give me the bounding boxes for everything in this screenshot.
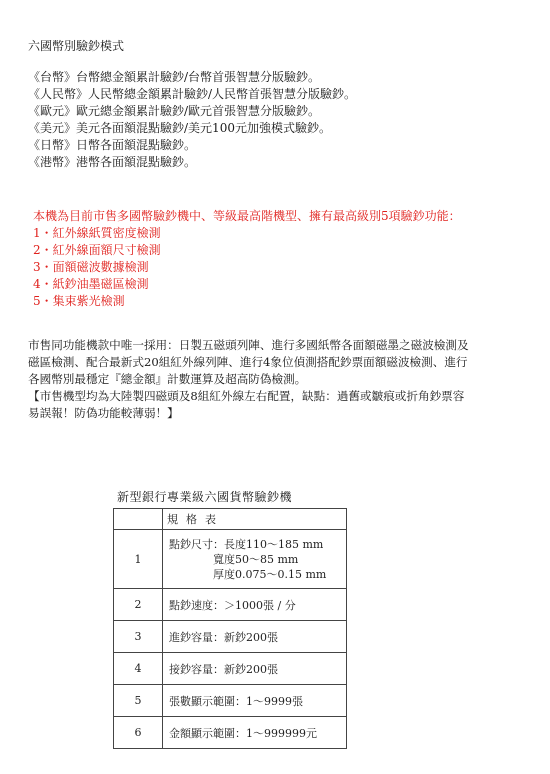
page-heading: 六國幣別驗鈔模式 <box>28 39 125 53</box>
spec-table <box>113 508 347 749</box>
description-line: 【市售機型均為大陸製四磁頭及8組紅外線左右配置，缺點：過舊或皺痕或折角鈔票容 <box>28 389 465 403</box>
mode-text: 歐元總金額累計驗鈔/歐元首張智慧分版驗鈔。 <box>76 104 321 118</box>
size-length: 長度110～185 mm <box>224 537 324 551</box>
spec-header-label: 規格表 <box>167 513 224 526</box>
mode-tag: 《美元》 <box>28 121 77 135</box>
spec-size-cell <box>163 530 347 589</box>
mode-tag: 《日幣》 <box>28 138 77 152</box>
spec-row-text: 張數顯示範圍：1～9999張 <box>163 685 347 717</box>
description-line: 市售同功能機款中唯一採用：日製五磁頭列陣、進行多國紙幣各面額磁墨之磁波檢測及 <box>28 338 469 352</box>
features-intro: 本機為目前市售多國幣驗鈔機中、等級最高階機型、擁有最高級別5項驗鈔功能： <box>33 209 461 223</box>
description-line: 易誤報！防偽功能較薄弱！】 <box>28 406 179 420</box>
spec-header-num-cell <box>114 509 163 530</box>
mode-tag: 《台幣》 <box>28 70 77 84</box>
mode-item-jpy <box>28 137 196 154</box>
feature-item: 5・集束紫光檢測 <box>33 294 125 308</box>
spec-row-text: 點鈔速度：＞1000張 / 分 <box>163 589 347 621</box>
spec-row-num: 4 <box>114 653 163 685</box>
mode-text: 日幣各面額混點驗鈔。 <box>76 138 197 152</box>
mode-tag: 《歐元》 <box>28 104 77 118</box>
spec-row-text: 金額顯示範圍：1～999999元 <box>163 717 347 749</box>
description-paragraph <box>28 337 544 422</box>
spec-row-num: 6 <box>114 717 163 749</box>
mode-item-twd <box>28 69 320 86</box>
feature-item: 4・紙鈔油墨磁區檢測 <box>33 277 149 291</box>
spec-row <box>114 717 347 749</box>
mode-text: 美元各面額混點驗鈔/美元100元加強模式驗鈔。 <box>76 121 331 135</box>
spec-title: 新型銀行專業級六國貨幣驗鈔機 <box>117 490 293 504</box>
description-line: 磁區檢測、配合最新式20組紅外線列陣、進行4象位偵測搭配鈔票面額磁波檢測、進行 <box>28 355 468 369</box>
spec-row-text: 進鈔容量：新鈔200張 <box>163 621 347 653</box>
spec-row-num: 2 <box>114 589 163 621</box>
size-width: 寬度50～85 mm <box>213 552 299 566</box>
mode-item-hkd <box>28 154 196 171</box>
spec-row-num: 3 <box>114 621 163 653</box>
mode-text: 人民幣總金額累計驗鈔/人民幣首張智慧分版驗鈔。 <box>88 87 357 101</box>
spec-row-num: 5 <box>114 685 163 717</box>
size-length-line <box>169 537 346 552</box>
spec-row-text: 接鈔容量：新鈔200張 <box>163 653 347 685</box>
mode-tag: 《港幣》 <box>28 155 77 169</box>
spec-row <box>114 589 347 621</box>
size-thickness: 厚度0.075～0.15 mm <box>213 567 327 581</box>
spec-row <box>114 685 347 717</box>
feature-item: 3・面額磁波數據檢測 <box>33 260 149 274</box>
spec-row-num: 1 <box>114 530 163 589</box>
spec-row <box>114 530 347 589</box>
feature-item: 1・紅外線紙質密度檢測 <box>33 226 161 240</box>
size-label: 點鈔尺寸： <box>169 537 224 551</box>
mode-text: 台幣總金額累計驗鈔/台幣首張智慧分版驗鈔。 <box>76 70 321 84</box>
mode-text: 港幣各面額混點驗鈔。 <box>76 155 197 169</box>
spec-row <box>114 621 347 653</box>
mode-item-cny <box>28 86 356 103</box>
spec-header-row <box>114 509 347 530</box>
mode-item-eur <box>28 103 320 120</box>
feature-item: 2・紅外線面額尺寸檢測 <box>33 243 161 257</box>
mode-item-usd <box>28 120 331 137</box>
mode-tag: 《人民幣》 <box>28 87 89 101</box>
spec-header-cell <box>163 509 347 530</box>
spec-row <box>114 653 347 685</box>
description-line: 各國幣別最穩定『總金額』計數運算及超高防偽檢測。 <box>28 372 307 386</box>
